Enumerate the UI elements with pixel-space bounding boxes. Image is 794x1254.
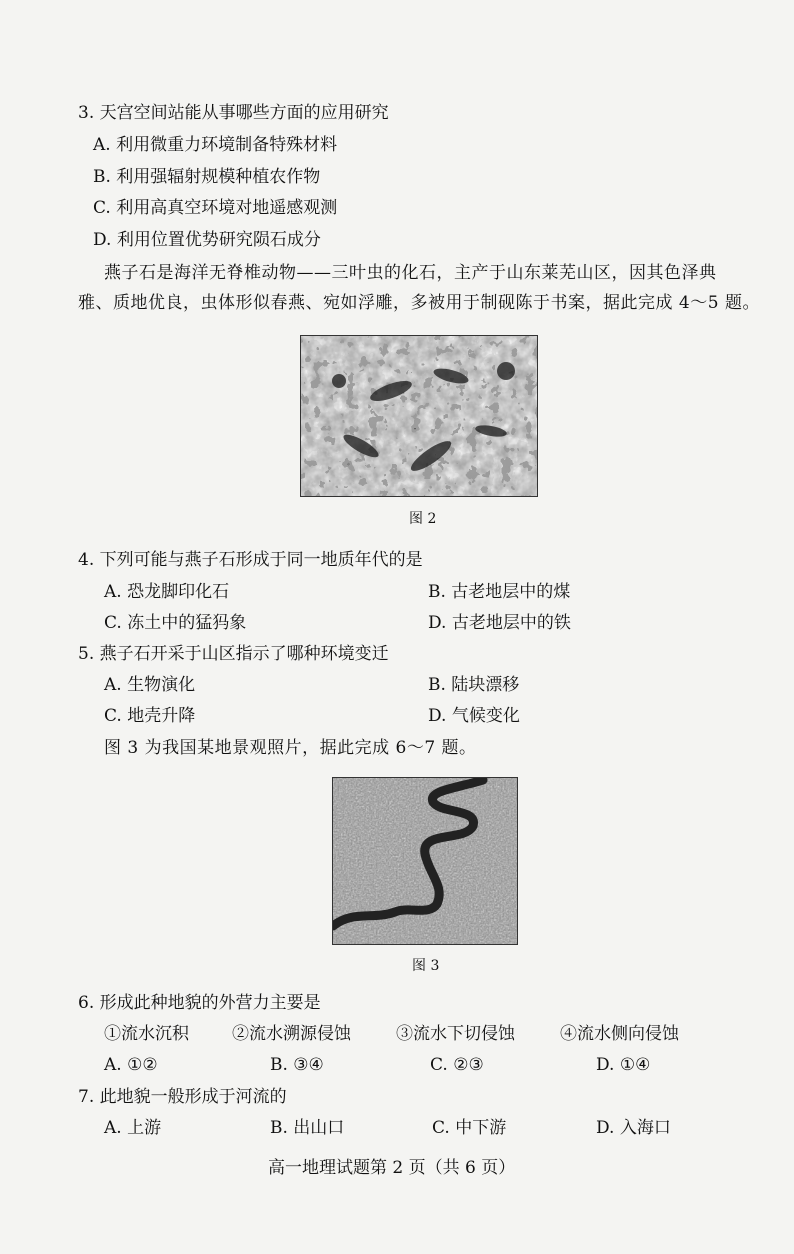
q6-stem: 6. 形成此种地貌的外营力主要是 — [78, 993, 321, 1013]
q7-option-c: C. 中下游 — [432, 1118, 507, 1138]
q7-stem: 7. 此地貌一般形成于河流的 — [78, 1087, 287, 1107]
q7-option-b: B. 出山口 — [270, 1118, 345, 1138]
q5-option-d: D. 气候变化 — [428, 706, 520, 726]
q3-option-a: A. 利用微重力环境制备特殊材料 — [93, 135, 338, 155]
q5-stem: 5. 燕子石开采于山区指示了哪种环境变迁 — [78, 644, 389, 664]
q4-option-a: A. 恐龙脚印化石 — [104, 582, 230, 602]
q6-option-c: C. ②③ — [430, 1055, 484, 1075]
q4-option-c: C. 冻土中的猛犸象 — [104, 613, 247, 633]
figure-3-caption: 图 3 — [412, 958, 440, 974]
q6-choice-4: ④流水侧向侵蚀 — [560, 1024, 679, 1044]
figure-3-meander-photo — [332, 777, 518, 945]
q3-stem: 3. 天宫空间站能从事哪些方面的应用研究 — [78, 103, 389, 123]
q6-option-b: B. ③④ — [270, 1055, 324, 1075]
q3-option-b: B. 利用强辐射规模种植农作物 — [93, 167, 321, 187]
figure-2-fossil-photo — [300, 335, 538, 497]
q6-choice-1: ①流水沉积 — [104, 1024, 189, 1044]
q6-choice-2: ②流水溯源侵蚀 — [232, 1024, 351, 1044]
q4-option-d: D. 古老地层中的铁 — [428, 613, 571, 633]
passage-6-7: 图 3 为我国某地景观照片，据此完成 6～7 题。 — [104, 738, 477, 758]
page-footer: 高一地理试题第 2 页（共 6 页） — [268, 1158, 516, 1178]
q5-option-b: B. 陆块漂移 — [428, 675, 520, 695]
q5-option-c: C. 地壳升降 — [104, 706, 196, 726]
q7-option-a: A. 上游 — [104, 1118, 162, 1138]
q6-choice-3: ③流水下切侵蚀 — [396, 1024, 515, 1044]
q7-option-d: D. 入海口 — [596, 1118, 671, 1138]
q5-option-a: A. 生物演化 — [104, 675, 196, 695]
q6-option-a: A. ①② — [104, 1055, 158, 1075]
q4-stem: 4. 下列可能与燕子石形成于同一地质年代的是 — [78, 550, 423, 570]
q3-option-c: C. 利用高真空环境对地遥感观测 — [93, 198, 338, 218]
figure-2-caption: 图 2 — [409, 511, 437, 527]
passage-4-5-line-2: 雅、质地优良，虫体形似春燕、宛如浮雕，多被用于制砚陈于书案，据此完成 4～5 题。 — [78, 293, 760, 313]
q6-option-d: D. ①④ — [596, 1055, 651, 1075]
passage-4-5-line-1: 燕子石是海洋无脊椎动物——三叶虫的化石，主产于山东莱芜山区，因其色泽典 — [104, 263, 717, 283]
q3-option-d: D. 利用位置优势研究陨石成分 — [93, 230, 321, 250]
q4-option-b: B. 古老地层中的煤 — [428, 582, 571, 602]
